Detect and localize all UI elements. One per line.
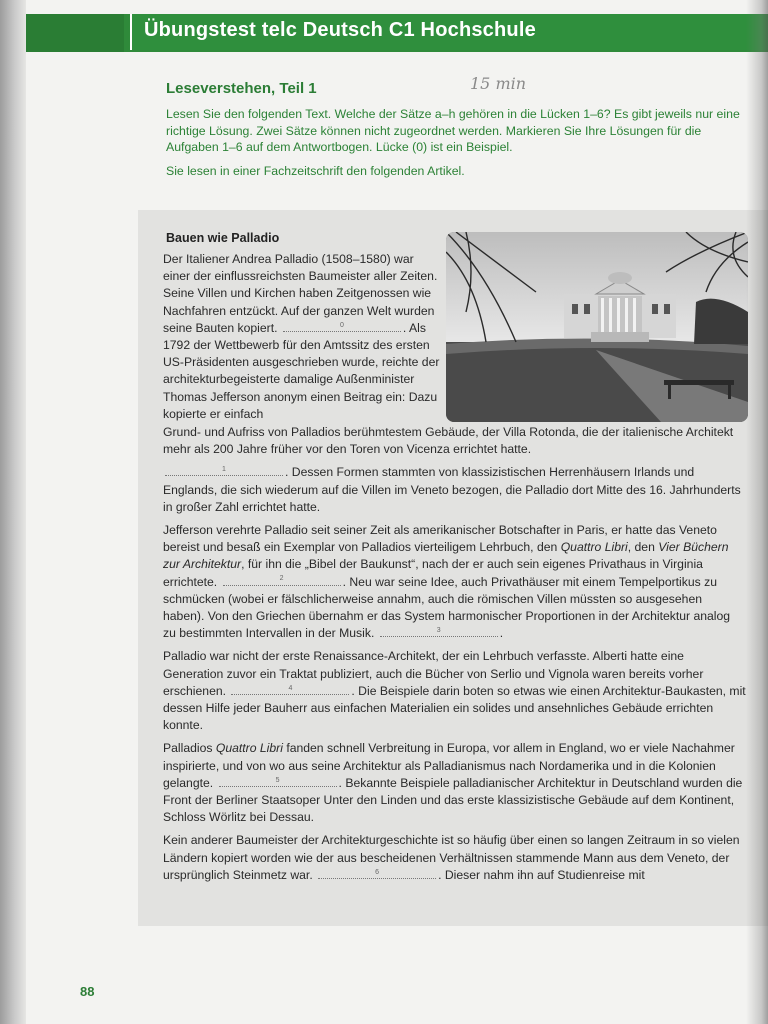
gap-number: 0 bbox=[339, 321, 344, 329]
article-text: Palladio war nicht der erste Renaissance-Architekt, der ein Lehrbuch verfasste. Alberti hatte eine Generation zuvor ein Traktat publiziert, auch die Bücher von Serlio und Vignola waren bereits vorher erschienen. bbox=[163, 649, 704, 698]
gap-5 bbox=[219, 775, 337, 787]
article-text: Grund- und Aufriss von Palladios berühmtestem Gebäude, der Villa Rotonda, die der italienische Architekt mehr als 200 Jahre früher vor den Toren von Vicenza errichtet hatte. bbox=[163, 425, 734, 457]
gap-4 bbox=[231, 683, 349, 695]
article-text: , für ihn die „Bibel der Baukunst“, nach der er auch sein eigenes Privathaus in Virginia errichtete. bbox=[163, 557, 703, 589]
article-title: Bauen wie Palladio bbox=[166, 231, 280, 245]
article-text: . Als 1792 der Wettbewerb für den Amtssitz des ersten US-Präsidenten ausgeschrieben wurde, reichte der architekturbegeisterte damalige Außenminister Thomas Jefferson anonym einen Beitrag ein: Dazu kopierte er einfach bbox=[163, 320, 440, 421]
article-paragraph bbox=[163, 648, 746, 734]
gap-number: 4 bbox=[288, 684, 293, 692]
article-paragraph bbox=[163, 464, 746, 516]
gap-1 bbox=[165, 464, 283, 476]
article-text: . Neu war seine Idee, auch Privathäuser mit einem Tempelportikus zu schmücken (wobei er fälschlicherweise annahm, auch die römischen Villen müssten so ausgesehen haben). Von den Griechen übernahm er das System harmonischer Proportionen in der Architektur analog zu bestimmten Intervallen in der Musik. bbox=[163, 574, 731, 641]
article-body bbox=[163, 425, 746, 890]
gap-number: 6 bbox=[375, 868, 380, 876]
article-text: . Bekannte Beispiele palladianischer Architektur in Deutschland wurden die Front der Berliner Staatsoper Unter den Linden und das erste klassizistische Gebäude auf dem Kontinent, Schloss Wörlitz bei Dessau. bbox=[163, 775, 743, 825]
gap-number: 5 bbox=[275, 776, 280, 784]
article-text: . Die Beispiele darin boten so etwas wie einen Architektur-Baukasten, mit dessen Hilfe jeder Bauherr aus einfachen Materialien ein solides und ansehnliches Gebäude errichten konnte. bbox=[163, 683, 746, 733]
gap-2 bbox=[223, 574, 341, 586]
page-title: Übungstest telc Deutsch C1 Hochschule bbox=[144, 19, 536, 41]
gap-6 bbox=[318, 867, 436, 879]
gap-3 bbox=[380, 625, 498, 637]
villa-photo-illustration bbox=[446, 232, 748, 422]
task-instructions: Lesen Sie den folgenden Text. Welche der Sätze a–h gehören in die Lücken 1–6? Es gibt jeweils nur eine richtige Lösung. Zwei Sätze können nicht zugeordnet werden. Markieren Sie Ihre Lösungen für die Aufgaben 1–6 auf dem Antwortbogen. Lücke (0) ist ein Beispiel. bbox=[166, 107, 740, 154]
villa-rotonda-photo bbox=[446, 232, 748, 422]
article-text: Der Italiener Andrea Palladio (1508–1580) war einer der einflussreichsten Baumeister aller Zeiten. Seine Villen und Kirchen haben Zeitgenossen wie Nachfahren entzückt. Auf der ganzen Welt wurden seine Bauten kopiert. bbox=[163, 252, 438, 335]
page-number: 88 bbox=[80, 984, 95, 999]
gap-number: 1 bbox=[222, 466, 226, 474]
gap-0 bbox=[283, 320, 401, 332]
article-paragraph bbox=[163, 424, 746, 458]
article-text: fanden schnell Verbreitung in Europa, vor allem in England, wo er viele Nachahmer inspirierte, und von wo aus seine Architektur als Palladianismus nach Nordamerika und in die Kolonien gelangte. bbox=[163, 741, 735, 790]
handwritten-note: 15 min bbox=[470, 74, 527, 93]
article-text-italic: Vier Büchern zur Architektur bbox=[163, 540, 729, 572]
article-text-italic: Quattro Libri bbox=[215, 741, 283, 756]
article-paragraph: Jefferson verehrte Palladio seit seiner Zeit als amerikanischer Botschafter in Paris, er hatte das Veneto bereist und besaß ein Exemplar von Palladios vierteiligem Lehrbuch, den Quattro Libri, den Vier Büchern zur Architektur, für ihn die „Bibel der Baukunst“, nach der er auch sein eigenes Privathaus in Virginia errichtete. 2 . Neu war seine Idee, auch Privathäuser mit einem Tempelportikus zu schmücken (wobei er fälschlicherweise annahm, auch die römischen Villen müssten so ausgesehen haben). Von den Griechen übernahm er das System harmonischer Proportionen in der Architektur analog zu bestimmten Intervallen in der Musik. 3 . bbox=[163, 523, 731, 641]
article-text-italic: Quattro Libri bbox=[560, 540, 628, 555]
article-text: Palladios bbox=[163, 741, 213, 756]
article-text: Kein anderer Baumeister der Architekturgeschichte ist so häufig über einen so langen Zeitraum in so vielen Ländern kopiert worden wie der aus bescheidenen Verhältnissen stammende Mann aus dem Veneto, der ursprünglich Steinmetz war. bbox=[163, 833, 740, 882]
book-spine bbox=[0, 0, 26, 1024]
article-paragraph bbox=[163, 832, 746, 884]
article-first-column bbox=[163, 251, 441, 423]
page-edge-shadow bbox=[746, 0, 768, 1024]
header-title-bar bbox=[130, 14, 768, 50]
article-text: , den bbox=[627, 540, 655, 555]
gap-number: 3 bbox=[436, 627, 441, 635]
article-text: . Dessen Formen stammten von klassizistischen Herrenhäusern Irlands und Englands, die sich wiederum auf die Villen im Veneto bezogen, die Palladio dort Mitte des 16. Jahrhunderts in großer Zahl errichtet hatte. bbox=[163, 465, 741, 514]
task-intro: Sie lesen in einer Fachzeitschrift den folgenden Artikel. bbox=[166, 164, 465, 178]
article-paragraph bbox=[163, 740, 746, 826]
gap-number: 2 bbox=[279, 575, 284, 583]
section-heading: Leseverstehen, Teil 1 bbox=[166, 80, 317, 97]
article-text: . Dieser nahm ihn auf Studienreise mit bbox=[438, 867, 645, 882]
header-band-left bbox=[26, 14, 124, 52]
article-text: Jefferson verehrte Palladio seit seiner Zeit als amerikanischer Botschafter in Paris, er hatte das Veneto bereist und besaß ein Exemplar von Palladios vierteiligem Lehrbuch, den bbox=[163, 523, 717, 555]
